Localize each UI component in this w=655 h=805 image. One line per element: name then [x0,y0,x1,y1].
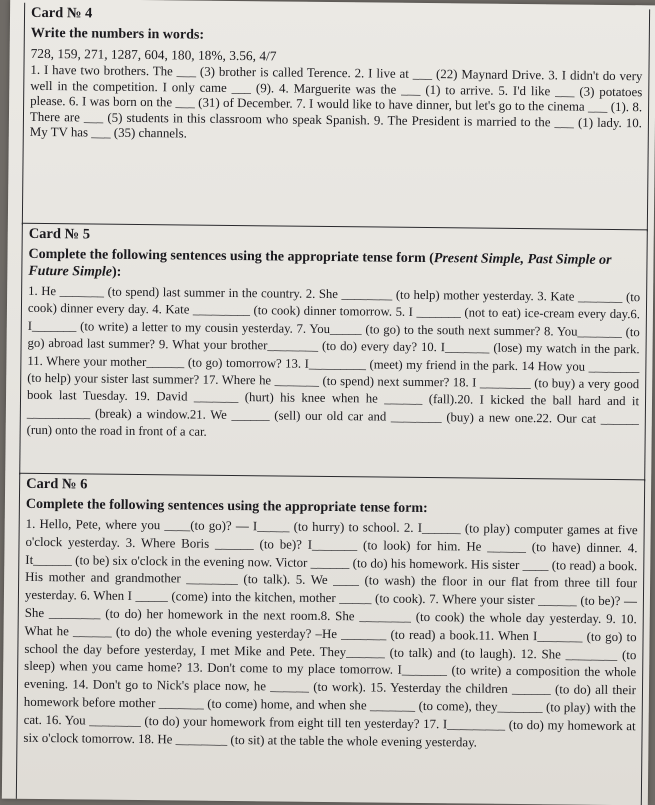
card-5-exercise-text: 1. He _______ (to spend) last summer in the country. 2. She ________ (to help) mother yesterday. 3. Kate _______ (to cook) dinner every day. 4. Kate _________ (to cook) dinner tomorrow. 5. I _______ (not to eat) ice-cream every day.6. I_______ (to write) a letter to my cousin yesterday. 7. You_____ (to go) to the south next summer? 8. You_______ (to go) abroad last summer? 9. What your brother________ (to do) every day? 10. I_______ (lose) my watch in the park. 11. Where your mother______ (to go) tomorrow? 13. I_________ (meet) my friend in the park. 14 How you ________ (to help) your sister last summer? 17. Where he _______ (to spend) next summer? 18. I ________ (to buy) a very good book last Tuesday. 19. David _______ (hurt) his knee when he ______ (fall).20. I kicked the ball hard and it __________ (break) a window.21. We ______ (sell) our old car and ________ (buy) a new one.22. Our cat ______ (run) onto the road in front of a car. [26,283,641,439]
worksheet-page [2,0,655,805]
card-5-task-main: Complete the following sentences using the appropriate tense form ( [28,246,434,267]
card-5-task [28,246,640,286]
card-4-exercise-text: 1. I have two brothers. The ___ (3) brother is called Terence. 2. I live at ___ (22) Maynard Drive. 3. I didn't do very well in the competition. I only came ___ (9). 4. Marguerite was the ___ (1) to arrive. 5. I'd like ___ (3) potatoes please. 6. I was born on the ___ (31) of December. 7. I would like to have dinner, but let's go to the cinema ___ (1). 8. There are ___ (5) students in this classroom who speak Spanish. 9. The President is married to the ___ (1) lady. 10. My TV has ___ (35) channels. [29,62,643,141]
card-5 [19,223,648,482]
card-6 [16,473,645,805]
card-4-task: Write the numbers in words: [30,25,205,43]
card-6-title: Card № 6 [26,475,88,493]
card-5-task-end: ): [111,264,122,280]
card-4-title: Card № 4 [30,4,93,22]
card-4 [22,3,650,232]
card-4-numbers: 728, 159, 271, 1287, 604, 180, 18%, 3.56, 4/7 [30,45,277,64]
card-6-exercise-text: 1. Hello, Pete, where you ____(to go)? — I_____ (to hurry) to school. 2. I______ (to play) computer games at five o'clock yesterday. 3. Where Boris ______ (to be)? I_______ (to look) for him. He ______ (to have) dinner. 4. It______ (to be) six o'clock in the evening now. Victor ______ (to do) his homework. His sister ____ (to read) a book. His mother and grandmother ________ (to talk). 5. We ____ (to wash) the floor in our flat from three till four yesterday. 6. When I _____ (come) into the kitchen, mother _____ (to cook). 7. Where your sister ______ (to be)? — She ________ (to do) her homework in the next room.8. She ________ (to cook) the whole day yesterday. 9. 10. What he ______ (to do) the whole evening yesterday? –He _______ (to read) a book.11. When I_______ (to go) to school the day before yesterday, I met Mike and Pete. They______ (to talk) and (to laugh). 12. She ________ (to sleep) when you came home? 13. Don't come to my place tomorrow. I_______ (to write) a composition the whole evening. 14. Don't go to Nick's place now, he ______ (to work). 15. Yesterday the children ______ (to do) all their homework before mother _______ (to come) home, and when she _______ (to come), they_______ (to play) with the cat. 16. You ________ (to do) your homework from eight till ten yesterday? 17. I_________ (to do) my homework at six o'clock tomorrow. 18. He ________ (to sit) at the table the whole evening yesterday. [23,516,638,750]
card-5-task-tenses: Present Simple, Past Simple or Future Simple [28,251,612,280]
card-6-task: Complete the following sentences using the appropriate tense form: [25,496,428,517]
card-5-title: Card № 5 [28,225,91,243]
